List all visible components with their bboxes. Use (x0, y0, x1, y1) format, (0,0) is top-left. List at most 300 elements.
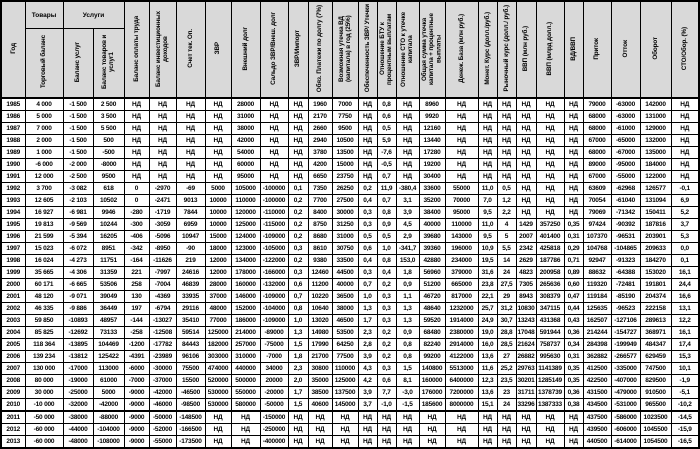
data-cell: НД (260, 123, 288, 135)
data-cell: -50000 (149, 411, 176, 424)
column-header-13: Денеж. База (млн руб.) (445, 1, 478, 98)
data-cell: -9000 (124, 424, 149, 436)
data-cell: 7,7 (377, 387, 396, 399)
data-cell: НД (497, 411, 516, 424)
data-cell: -606000 (611, 424, 640, 436)
data-cell: 28000 (205, 279, 231, 291)
data-cell: 11,0 (478, 219, 497, 231)
data-cell: 119184 (583, 291, 611, 303)
data-cell: НД (176, 98, 205, 111)
data-cell: 500 (93, 135, 124, 147)
data-cell: 2,0 (288, 375, 308, 387)
data-cell: -100000 (260, 195, 288, 207)
data-cell: НД (536, 195, 564, 207)
data-cell: НД (445, 135, 478, 147)
data-cell: -10893 (63, 315, 93, 327)
year-cell: 1999 (1, 267, 25, 279)
data-cell: НД (396, 147, 419, 159)
data-cell: 16 927 (25, 207, 63, 219)
data-cell: -44000 (63, 424, 93, 436)
data-cell: 197 (124, 303, 149, 315)
year-cell: 2007 (1, 363, 25, 375)
data-cell: 0,3 (377, 363, 396, 375)
table-body (1, 98, 699, 448)
data-cell: 221 (124, 267, 149, 279)
data-cell: 0,4 (358, 255, 377, 267)
data-cell: 1285149 (536, 375, 564, 387)
data-cell: НД (564, 183, 583, 195)
table-row-1996 (1, 231, 699, 243)
data-cell: 284398 (583, 339, 611, 351)
data-cell: 474000 (205, 363, 231, 375)
data-cell: 186000 (231, 315, 260, 327)
data-cell: 124000 (231, 231, 260, 243)
data-cell: 33935 (176, 291, 205, 303)
data-cell: 126577 (640, 183, 671, 195)
data-cell: -55000 (149, 436, 176, 449)
data-cell: 88632 (583, 267, 611, 279)
column-header-year: Год (1, 1, 25, 98)
data-cell: -380,4 (396, 183, 419, 195)
data-cell: 0,31 (564, 351, 583, 363)
data-cell: 422500 (583, 375, 611, 387)
column-header-16: ВВП (млн руб.) (516, 1, 536, 98)
data-cell: НД (332, 424, 358, 436)
data-cell: 7305 (516, 279, 536, 291)
data-cell: 96106 (176, 351, 205, 363)
data-cell: 347115 (536, 303, 564, 315)
data-cell: НД (445, 147, 478, 159)
data-cell: -4 306 (63, 267, 93, 279)
data-cell: -65000 (611, 135, 640, 147)
data-cell: 6,9 (671, 195, 699, 207)
data-cell: -9 071 (63, 291, 93, 303)
data-cell: -9000 (124, 387, 149, 399)
data-cell: 23,5 (497, 375, 516, 387)
data-cell: 4,2 (358, 375, 377, 387)
data-cell: -1719 (149, 207, 176, 219)
data-cell: НД (396, 436, 419, 449)
data-cell: 618 (93, 183, 124, 195)
data-cell: 289613 (640, 315, 671, 327)
data-cell: НД (564, 171, 583, 183)
data-cell: 2,8 (358, 339, 377, 351)
data-cell: 484347 (640, 339, 671, 351)
data-cell: 439500 (583, 424, 611, 436)
data-cell: 39049 (93, 291, 124, 303)
data-cell: 68000 (583, 111, 611, 123)
data-cell: 0,34 (564, 339, 583, 351)
data-cell: 758737 (536, 339, 564, 351)
data-cell: НД (377, 436, 396, 449)
data-cell: 219 (176, 255, 205, 267)
data-cell: 38500 (308, 387, 332, 399)
data-cell: 160000 (231, 279, 260, 291)
data-cell: 12 000 (25, 171, 63, 183)
data-cell: НД (536, 135, 564, 147)
data-cell: НД (564, 98, 583, 111)
data-cell: НД (516, 195, 536, 207)
data-cell: 0,2 (288, 255, 308, 267)
data-cell: НД (478, 171, 497, 183)
data-cell: НД (260, 171, 288, 183)
data-cell: 31250 (332, 219, 358, 231)
data-cell: 431368 (536, 315, 564, 327)
table-row-2002 (1, 303, 699, 315)
data-cell: 362882 (583, 351, 611, 363)
data-cell: -71342 (611, 207, 640, 219)
data-cell: НД (536, 411, 564, 424)
data-cell: НД (288, 98, 308, 111)
data-cell: -1200 (124, 339, 149, 351)
data-cell: 1,5 (396, 363, 419, 375)
year-cell: 2006 (1, 351, 25, 363)
data-cell: -132000 (260, 279, 288, 291)
data-cell: 1045500 (640, 424, 671, 436)
data-cell: 0,35 (564, 219, 583, 231)
data-cell: 60000 (231, 159, 260, 171)
data-cell: НД (497, 111, 516, 123)
data-cell: 7750 (332, 111, 358, 123)
data-cell: 48 120 (25, 291, 63, 303)
data-cell: 10947 (176, 231, 205, 243)
data-cell: НД (205, 171, 231, 183)
data-cell: 56960 (419, 267, 445, 279)
data-cell: -586000 (611, 411, 640, 424)
data-cell: 3,7 (671, 219, 699, 231)
data-cell: 303000 (205, 351, 231, 363)
data-cell: 965500 (640, 399, 671, 412)
data-cell: НД (176, 147, 205, 159)
data-cell: -2 103 (63, 195, 93, 207)
data-cell: 0,3 (358, 207, 377, 219)
data-cell: 118 364 (25, 339, 63, 351)
year-cell: 1985 (1, 98, 25, 111)
data-cell: 13440 (419, 135, 445, 147)
data-cell: 5000 (93, 387, 124, 399)
data-cell: НД (516, 111, 536, 123)
data-cell: 1,1 (396, 291, 419, 303)
data-cell: 13243 (516, 315, 536, 327)
data-cell: 412500 (583, 363, 611, 375)
data-cell: 53506 (93, 279, 124, 291)
data-cell: 1,3 (396, 315, 419, 327)
data-cell: НД (671, 171, 699, 183)
data-cell: -91323 (611, 255, 640, 267)
data-cell: 31,2 (497, 303, 516, 315)
data-cell: НД (564, 195, 583, 207)
data-cell: 39360 (419, 243, 445, 255)
data-cell: НД (564, 123, 583, 135)
data-cell: НД (176, 159, 205, 171)
year-cell: 1998 (1, 255, 25, 267)
data-cell: 153020 (640, 267, 671, 279)
data-cell: -104000 (93, 424, 124, 436)
data-cell: -406 (124, 231, 149, 243)
data-cell: 9946 (93, 207, 124, 219)
data-cell: 2342 (516, 243, 536, 255)
data-cell: НД (671, 111, 699, 123)
data-cell: 4,5 (396, 219, 419, 231)
data-cell: НД (176, 135, 205, 147)
data-cell: -23989 (149, 351, 176, 363)
data-cell: 500000 (231, 375, 260, 387)
data-cell: 28,8 (497, 327, 516, 339)
data-cell: -6 000 (25, 159, 63, 171)
data-cell: -166500 (176, 424, 205, 436)
year-cell: 1992 (1, 183, 25, 195)
data-cell: -400000 (260, 436, 288, 449)
data-cell: НД (516, 207, 536, 219)
data-cell: 8,1 (396, 375, 419, 387)
data-cell: 110000 (445, 219, 478, 231)
data-cell: НД (149, 111, 176, 123)
data-cell: НД (396, 98, 419, 111)
data-cell: 6959 (176, 219, 205, 231)
data-cell: 70054 (583, 195, 611, 207)
data-cell: 580000 (231, 399, 260, 412)
data-cell: 1,0 (288, 315, 308, 327)
data-cell: 59514 (176, 327, 205, 339)
data-cell: 59520 (419, 315, 445, 327)
table-row-2003 (1, 315, 699, 327)
data-cell: -300 (124, 219, 149, 231)
data-cell: -12692 (63, 327, 93, 339)
data-cell: 5,5 (497, 243, 516, 255)
year-cell: 1989 (1, 147, 25, 159)
data-cell: 0,7 (358, 279, 377, 291)
table-row-2006 (1, 351, 699, 363)
data-cell: НД (288, 135, 308, 147)
data-cell: НД (419, 436, 445, 449)
data-cell: 11,0 (478, 183, 497, 195)
data-cell: 8750 (308, 219, 332, 231)
data-cell: 28,5 (497, 339, 516, 351)
data-cell: 36500 (332, 291, 358, 303)
data-cell: 75500 (176, 363, 205, 375)
data-cell: -48000 (63, 436, 93, 449)
data-cell: НД (396, 123, 419, 135)
year-cell: 2013 (1, 436, 25, 449)
data-cell: 5 500 (93, 123, 124, 135)
data-cell: 665000 (445, 279, 478, 291)
data-cell: 113000 (93, 363, 124, 375)
data-cell: 27500 (332, 195, 358, 207)
data-cell: 425818 (536, 243, 564, 255)
data-cell: НД (377, 411, 396, 424)
data-cell: -1,5 (396, 399, 419, 412)
data-cell: 1023500 (640, 411, 671, 424)
data-cell: 550000 (231, 387, 260, 399)
data-cell: 5513000 (445, 363, 478, 375)
data-cell: НД (358, 424, 377, 436)
data-cell: 0,29 (564, 243, 583, 255)
data-cell: 8960 (419, 98, 445, 111)
data-cell: НД (497, 171, 516, 183)
data-cell: 2660 (308, 123, 332, 135)
data-cell: 13,6 (478, 387, 497, 399)
data-cell: 40000 (419, 219, 445, 231)
data-cell: 0,9 (396, 327, 419, 339)
data-cell: -109000 (260, 291, 288, 303)
data-cell: 63609 (583, 183, 611, 195)
table-row-1989 (1, 147, 699, 159)
data-cell: 747500 (640, 363, 671, 375)
group-header-0: Товары (25, 1, 63, 29)
data-cell: 9500 (332, 123, 358, 135)
data-cell: 182000 (205, 339, 231, 351)
data-cell: 13500 (332, 147, 358, 159)
data-cell: 38000 (332, 303, 358, 315)
data-cell: 29116 (176, 303, 205, 315)
data-cell: 0,8 (377, 98, 396, 111)
data-cell: 24616 (176, 267, 205, 279)
data-cell: 9920 (419, 111, 445, 123)
data-cell: -60 000 (25, 424, 63, 436)
data-cell: НД (516, 171, 536, 183)
data-cell: -531000 (611, 399, 640, 412)
data-cell: 9,5 (478, 207, 497, 219)
data-cell: 1,8 (396, 267, 419, 279)
data-cell: НД (124, 171, 149, 183)
data-cell: 178000 (231, 267, 260, 279)
data-cell: 1,8 (288, 351, 308, 363)
column-header-21: Оборот (640, 1, 671, 98)
data-cell: 79000 (583, 98, 611, 111)
data-cell: 0,8 (396, 351, 419, 363)
data-cell: 5 000 (25, 111, 63, 123)
data-cell: НД (124, 111, 149, 123)
data-cell: НД (536, 424, 564, 436)
data-cell: 817000 (445, 291, 478, 303)
data-cell: 3,9 (358, 351, 377, 363)
data-cell: НД (478, 123, 497, 135)
table-row-1997 (1, 243, 699, 255)
data-cell: НД (497, 123, 516, 135)
data-cell: 1387333 (536, 399, 564, 412)
data-cell: НД (478, 159, 497, 171)
data-cell: НД (536, 207, 564, 219)
column-header-6: ЗВР/Импорт (288, 1, 308, 98)
data-cell: 530000 (205, 387, 231, 399)
data-cell: 18000 (205, 243, 231, 255)
data-cell: -258 (124, 327, 149, 339)
data-cell: 140800 (419, 363, 445, 375)
table-row-1993 (1, 195, 699, 207)
data-cell: 2,9 (396, 231, 419, 243)
data-cell: НД (445, 98, 478, 111)
data-cell: -10 000 (25, 399, 63, 412)
data-cell: 31711 (516, 387, 536, 399)
data-cell: -42000 (93, 399, 124, 412)
data-cell: 176000 (419, 387, 445, 399)
data-cell: 3,9 (396, 207, 419, 219)
data-cell: 150411 (640, 207, 671, 219)
data-cell: -0,5 (377, 159, 396, 171)
year-cell: 1997 (1, 243, 25, 255)
data-cell: 0,2 (288, 219, 308, 231)
data-cell: 0,5 (377, 231, 396, 243)
data-cell: НД (205, 135, 231, 147)
data-cell: 0,1 (671, 255, 699, 267)
data-cell: 203901 (640, 231, 671, 243)
data-cell: 7844 (176, 207, 205, 219)
data-cell: НД (149, 123, 176, 135)
data-cell: НД (205, 147, 231, 159)
data-cell: НД (516, 98, 536, 111)
data-cell: -108000 (93, 436, 124, 449)
data-cell: 146000 (231, 291, 260, 303)
column-header-22: СТО/Обор. (%) (671, 1, 699, 98)
data-cell: -7000 (124, 375, 149, 387)
data-cell: НД (149, 147, 176, 159)
data-cell: -30000 (149, 363, 176, 375)
data-cell: 67000 (583, 171, 611, 183)
data-cell: 110000 (231, 195, 260, 207)
data-cell: 70000 (445, 195, 478, 207)
data-cell: 13020 (308, 315, 332, 327)
data-cell: -6794 (149, 303, 176, 315)
data-cell: 995630 (536, 351, 564, 363)
data-cell: 4200 (308, 159, 332, 171)
data-cell: 17280 (419, 147, 445, 159)
data-cell: -9000 (124, 399, 149, 412)
data-cell: НД (260, 147, 288, 159)
data-cell: 0,4 (377, 267, 396, 279)
data-cell: НД (205, 424, 231, 436)
data-cell: 0,71 (564, 255, 583, 267)
year-cell: 2009 (1, 387, 25, 399)
data-cell: 379000 (445, 267, 478, 279)
data-cell: -127106 (611, 315, 640, 327)
data-cell: 257000 (231, 339, 260, 351)
table-row-1995 (1, 219, 699, 231)
year-cell: 2000 (1, 279, 25, 291)
data-cell: НД (536, 436, 564, 449)
table-row-2000 (1, 279, 699, 291)
data-cell: 129000 (640, 123, 671, 135)
data-cell: 24 (497, 399, 516, 412)
column-header-2: Счет тек. Оп. (176, 1, 205, 98)
column-header-19: Приток (583, 1, 611, 98)
data-cell: -109000 (260, 315, 288, 327)
data-cell: 137500 (332, 387, 358, 399)
data-cell: 21700 (308, 351, 332, 363)
data-cell: -6 981 (63, 207, 93, 219)
data-cell: 0 (124, 195, 149, 207)
table-row-2004 (1, 327, 699, 339)
data-cell: 368971 (640, 327, 671, 339)
data-cell: -7,6 (377, 147, 396, 159)
data-cell: 152000 (231, 303, 260, 315)
data-cell: 10000 (205, 219, 231, 231)
data-cell: НД (564, 207, 583, 219)
table-row-2001 (1, 291, 699, 303)
data-cell: 191801 (640, 279, 671, 291)
data-cell: 9,5 (478, 231, 497, 243)
data-cell: НД (536, 111, 564, 123)
data-cell: 25,2 (497, 363, 516, 375)
data-cell: 16,1 (671, 327, 699, 339)
data-cell: 2380000 (445, 327, 478, 339)
column-header-18: ВД/ВВП (564, 1, 583, 98)
data-cell: 35200 (419, 195, 445, 207)
data-cell: 7200000 (445, 387, 478, 399)
data-cell: НД (377, 424, 396, 436)
data-cell: 11200 (308, 279, 332, 291)
column-header-8: Возможная утечка ВД (капитала) в год (25%) (332, 1, 358, 98)
data-cell: 125635 (583, 303, 611, 315)
